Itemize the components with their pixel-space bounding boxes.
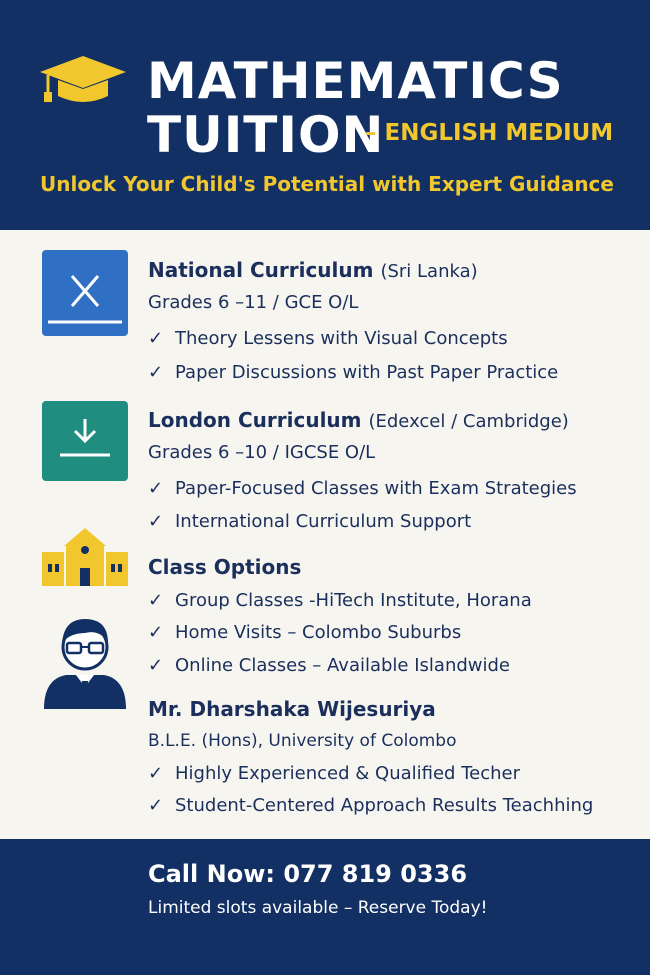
list-item: ✓ Student-Centered Approach Results Teachhing [148,795,594,816]
london-title-sub: (Edexcel / Cambridge) [368,411,569,432]
school-building-icon [42,528,128,588]
national-title: National Curriculum [148,258,374,282]
check-icon: ✓ [148,478,164,499]
page-title-line1: MATHEMATICS [147,52,564,110]
check-icon: ✓ [148,763,164,784]
list-item: ✓ Paper-Focused Classes with Exam Strategies [148,478,577,499]
graduation-cap-icon [38,54,128,108]
national-curriculum-heading [148,258,478,282]
check-icon: ✓ [148,328,164,349]
call-now-text: Call Now: 077 819 0336 [148,860,468,888]
check-icon: ✓ [148,622,164,643]
list-item: ✓ Online Classes – Available Islandwide [148,655,511,676]
check-icon: ✓ [148,362,164,383]
london-curriculum-heading [148,408,569,432]
teacher-avatar-icon [42,611,128,711]
list-item: ✓ Highly Experienced & Qualified Techer [148,763,520,784]
medium-label: – ENGLISH MEDIUM [365,120,614,146]
page-title-line2: TUITION [147,106,385,164]
list-item: ✓ Paper Discussions with Past Paper Practice [148,362,559,383]
national-grades: Grades 6 –11 / GCE O/L [148,292,359,313]
london-title: London Curriculum [148,408,362,432]
check-icon: ✓ [148,655,164,676]
class-options-heading: Class Options [148,555,302,579]
national-title-sub: (Sri Lanka) [380,261,478,282]
list-item: ✓ Group Classes -HiTech Institute, Horana [148,590,532,611]
teacher-qualification: B.L.E. (Hons), University of Colombo [148,731,457,751]
teacher-name: Mr. Dharshaka Wijesuriya [148,697,436,721]
list-item: ✓ Theory Lessens with Visual Concepts [148,328,508,349]
limited-slots-note: Limited slots available – Reserve Today! [148,898,488,918]
list-item: ✓ Home Visits – Colombo Suburbs [148,622,462,643]
check-icon: ✓ [148,590,164,611]
london-grades: Grades 6 –10 / IGCSE O/L [148,442,376,463]
list-item: ✓ International Curriculum Support [148,511,472,532]
download-tray-icon [42,401,128,481]
tagline: Unlock Your Child's Potential with Expert Guidance [40,172,614,196]
book-x-icon [42,250,128,336]
check-icon: ✓ [148,511,164,532]
check-icon: ✓ [148,795,164,816]
